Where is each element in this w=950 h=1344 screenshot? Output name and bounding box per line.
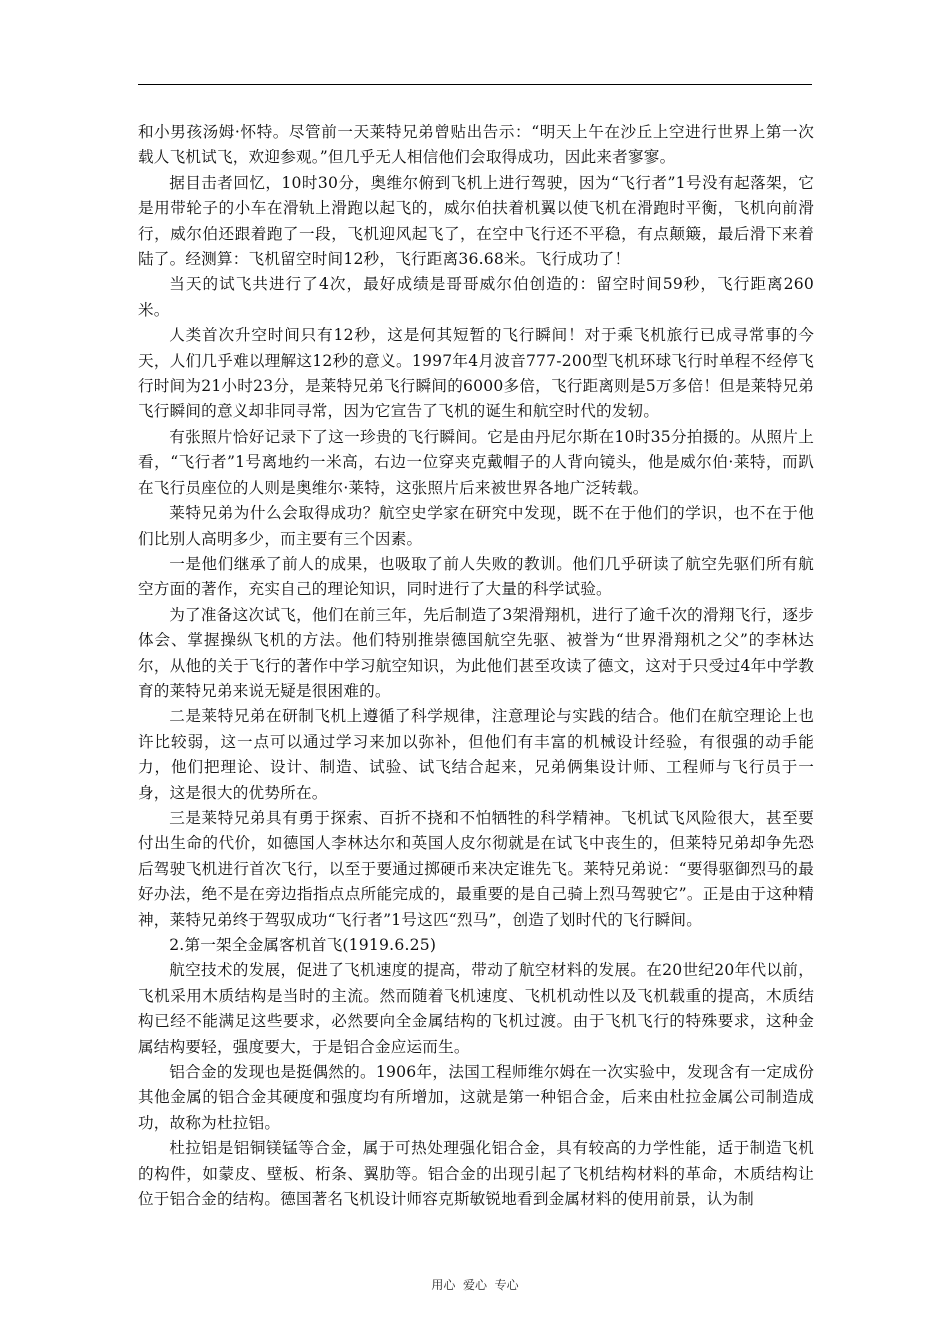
- section-heading: 2.第一架全金属客机首飞(1919.6.25): [169, 936, 437, 954]
- paragraph-8: 为了准备这次试飞，他们在前三年，先后制造了3架滑翔机，进行了逾千次的滑翔飞行，逐步体会、掌握操纵飞机的方法。他们特别推崇德国航空先驱、被誉为“世界滑翔机之父”的李林达尔，从他的关于飞行的著作中学习航空知识，为此他们甚至攻读了德文，这对于只受过4年中学教育的莱特兄弟来说无疑是很困难的。: [138, 605, 814, 700]
- paragraph-6: 莱特兄弟为什么会取得成功？航空史学家在研究中发现，既不在于他们的学识，也不在于他们比别人高明多少，而主要有三个因素。: [138, 504, 814, 548]
- paragraph-11: 航空技术的发展，促进了飞机速度的提高，带动了航空材料的发展。在20世纪20年代以前，飞机采用木质结构是当时的主流。然而随着飞机速度、飞机机动性以及飞机载重的提高，木质结构已经不能满足这些要求，必然要向全金属结构的飞机过渡。由于飞机飞行的特殊要求，这种金属结构要轻，强度要大，于是铝合金应运而生。: [138, 961, 814, 1056]
- paragraph-9: 二是莱特兄弟在研制飞机上遵循了科学规律，注意理论与实践的结合。他们在航空理论上也许比较弱，这一点可以通过学习来加以弥补，但他们有丰富的机械设计经验，有很强的动手能力，他们把理论、设计、制造、试验、试飞结合起来，兄弟俩集设计师、工程师与飞行员于一身，这是很大的优势所在。: [138, 707, 814, 802]
- page-footer: 用心 爱心 专心: [431, 1278, 519, 1292]
- paragraph-5: 有张照片恰好记录下了这一珍贵的飞行瞬间。它是由丹尼尔斯在10时35分拍摄的。从照片上看，“飞行者”1号离地约一米高，右边一位穿夹克戴帽子的人背向镜头，他是威尔伯·莱特，而趴在飞行员座位的人则是奥维尔·莱特，这张照片后来被世界各地广泛转载。: [138, 427, 814, 497]
- paragraph-2: 据目击者回忆，10时30分，奥维尔俯到飞机上进行驾驶，因为“飞行者”1号没有起落架，它是用带轮子的小车在滑轨上滑跑以起飞的，威尔伯扶着机翼以使飞机在滑跑时平衡，飞机向前滑行，威尔伯还跟着跑了一段，飞机迎风起飞了，在空中飞行还不平稳，有点颠簸，最后滑下来着陆了。经测算：飞机留空时间12秒，飞行距离36.68米。飞行成功了！: [138, 173, 814, 269]
- paragraph-3: 当天的试飞共进行了4次，最好成绩是哥哥威尔伯创造的：留空时间59秒，飞行距离260米。: [138, 275, 814, 319]
- paragraph-1: 和小男孩汤姆·怀特。尽管前一天莱特兄弟曾贴出告示：“明天上午在沙丘上空进行世界上第一次载人飞机试飞，欢迎参观。”但几乎无人相信他们会取得成功，因此来者寥寥。: [138, 123, 814, 167]
- header-rule: [138, 84, 812, 85]
- paragraph-7: 一是他们继承了前人的成果，也吸取了前人失败的教训。他们几乎研读了航空先驱们所有航空方面的著作，充实自己的理论知识，同时进行了大量的科学试验。: [138, 554, 814, 599]
- document-body: [138, 120, 814, 1212]
- paragraph-4: 人类首次升空时间只有12秒，这是何其短暂的飞行瞬间！对于乘飞机旅行已成寻常事的今天，人们几乎难以理解这12秒的意义。1997年4月波音777-200型飞机环球飞行时单程不经停飞行时间为21小时23分，是莱特兄弟飞行瞬间的6000多倍，飞行距离则是5万多倍！但是莱特兄弟飞行瞬间的意义却非同寻常，因为它宣告了飞机的诞生和航空时代的发轫。: [138, 326, 814, 421]
- paragraph-10: 三是莱特兄弟具有勇于探索、百折不挠和不怕牺牲的科学精神。飞机试飞风险很大，甚至要付出生命的代价，如德国人李林达尔和英国人皮尔彻就是在试飞中丧生的，但莱特兄弟却争先恐后驾驶飞机进行首次飞行，以至于要通过掷硬币来决定谁先飞。莱特兄弟说：“要得驱御烈马的最好办法，绝不是在旁边指指点点所能完成的，最重要的是自己骑上烈马驾驶它”。正是由于这种精神，莱特兄弟终于驾驭成功“飞行者”1号这匹“烈马”，创造了划时代的飞行瞬间。: [138, 808, 814, 929]
- paragraph-12: 铝合金的发现也是挺偶然的。1906年，法国工程师维尔姆在一次实验中，发现含有一定成份其他金属的铝合金其硬度和强度均有所增加，这就是第一种铝合金，后来由杜拉金属公司制造成功，故称为杜拉铝。: [138, 1063, 814, 1132]
- paragraph-13: 杜拉铝是铝铜镁锰等合金，属于可热处理强化铝合金，具有较高的力学性能，适于制造飞机的构件，如蒙皮、壁板、桁条、翼肋等。铝合金的出现引起了飞机结构材料的革命，木质结构让位于铝合金的结构。德国著名飞机设计师容克斯敏锐地看到金属材料的使用前景，认为制: [138, 1139, 814, 1209]
